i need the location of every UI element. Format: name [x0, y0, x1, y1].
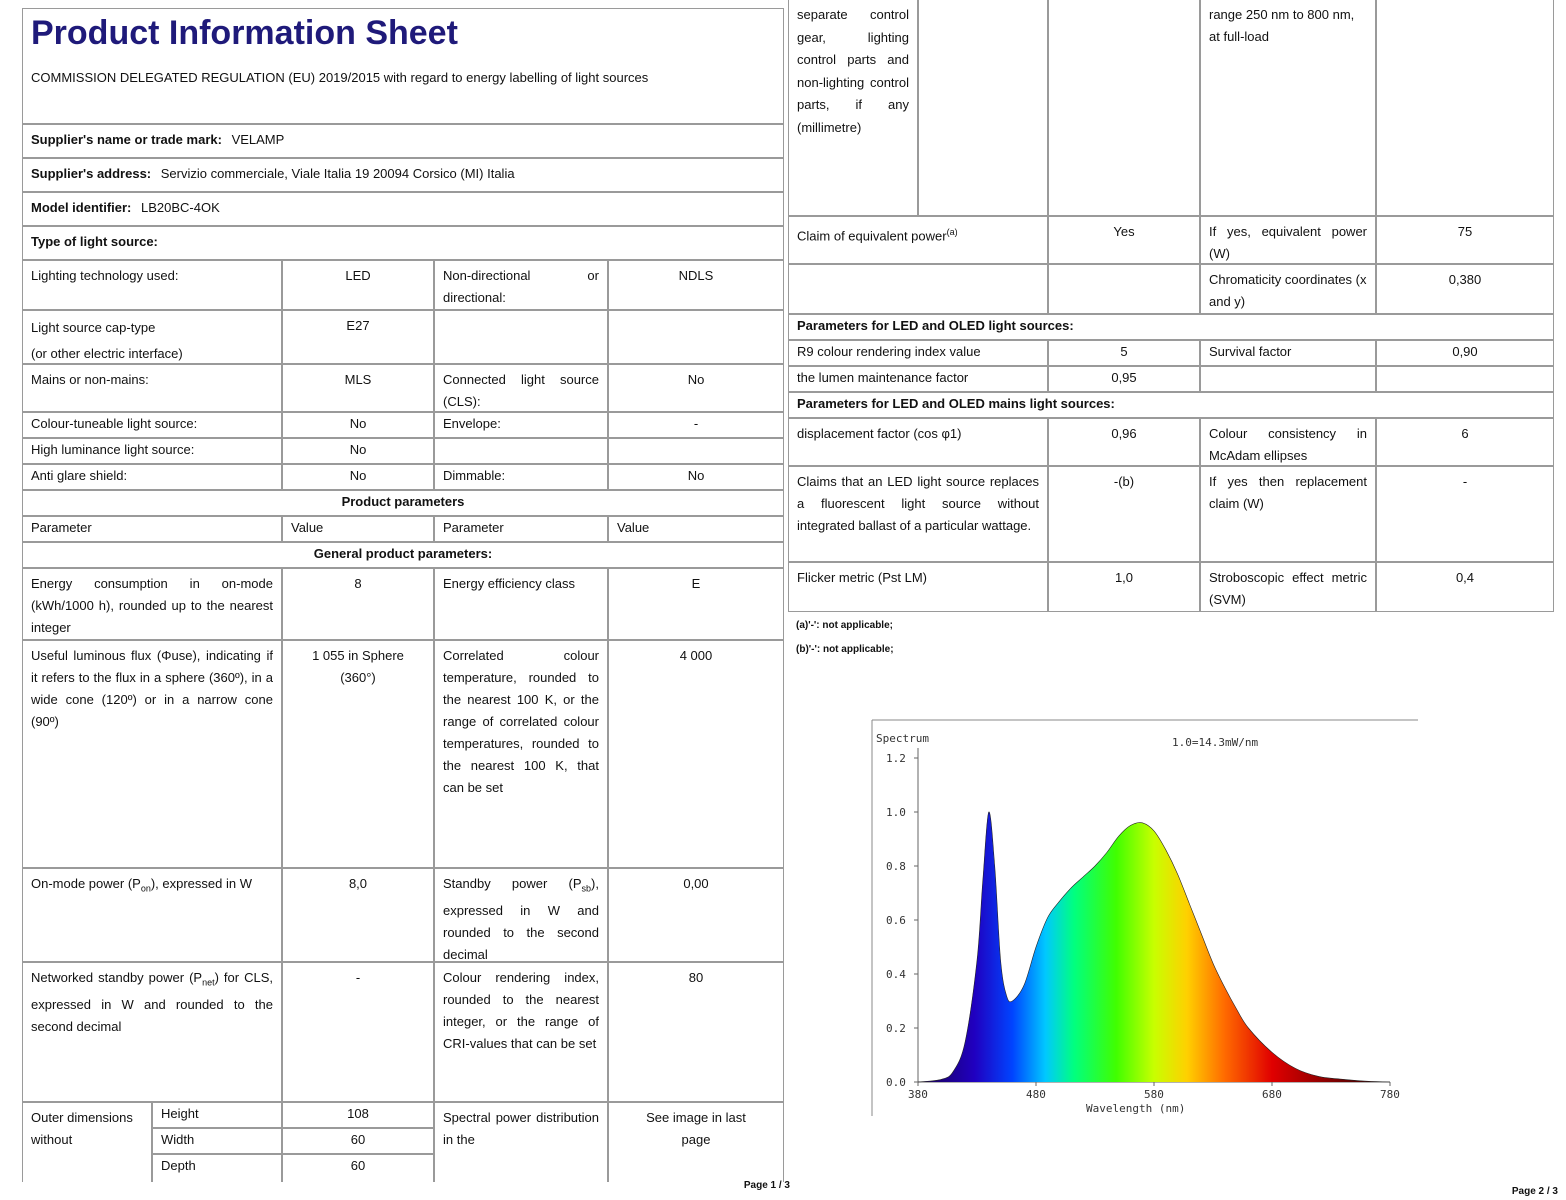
consist-label: Colour consistency in McAdam ellipses — [1200, 418, 1376, 466]
cont-empty-3 — [1376, 0, 1554, 216]
supplier-address-label: Supplier's address: — [31, 166, 152, 181]
cap-label-line2: (or other electric interface) — [31, 346, 183, 361]
tech-label: Lighting technology used: — [22, 260, 282, 310]
chroma-value: 0,380 — [1376, 264, 1554, 314]
cri-label: Colour rendering index, rounded to the nearest integer, or the range of CRI-values that can be set — [434, 962, 608, 1102]
equiv-if-value: 75 — [1376, 216, 1554, 264]
highlum-empty-1 — [434, 438, 608, 464]
antiglare-value: No — [282, 464, 434, 490]
claims-label: Claims that an LED light source replaces a fluorescent light source without integrated ballast of a particular wattage. — [788, 466, 1048, 562]
equiv-label-sup: (a) — [946, 227, 958, 237]
class-value: E — [608, 568, 784, 640]
flux-value: 1 055 in Sphere (360°) — [282, 640, 434, 868]
equiv-value: Yes — [1048, 216, 1200, 264]
supplier-name-label: Supplier's name or trade mark: — [31, 132, 222, 147]
depth-value: 60 — [282, 1154, 434, 1182]
y-tick-label: 1.0 — [886, 806, 906, 819]
replace-label: If yes then replacement claim (W) — [1200, 466, 1376, 562]
connected-value: No — [608, 364, 784, 412]
type-row: Type of light source: — [22, 226, 784, 260]
cont-range-text: range 250 nm to 800 nm, at full-load — [1200, 0, 1376, 216]
cap-label — [22, 310, 282, 364]
col-header-value-1: Value — [282, 516, 434, 542]
chroma-label: Chromaticity coordinates (x and y) — [1200, 264, 1376, 314]
highlum-label: High luminance light source: — [22, 438, 282, 464]
cct-value: 4 000 — [608, 640, 784, 868]
supplier-name-row — [22, 124, 784, 158]
net-label-b: ) for CLS, expressed in W and rounded to the second decimal — [31, 970, 273, 1034]
lumen-empty-1 — [1200, 366, 1376, 392]
claims-value: -(b) — [1048, 466, 1200, 562]
width-label: Width — [152, 1128, 282, 1154]
general-parameters-heading: General product parameters: — [22, 542, 784, 568]
dir-label: Non-directional or directional: — [434, 260, 608, 310]
standby-label-b: ), expressed in W and rounded to the second decimal — [443, 876, 599, 962]
y-tick-label: 0.2 — [886, 1022, 906, 1035]
page-title: Product Information Sheet — [31, 14, 458, 52]
product-parameters-heading: Product parameters — [22, 490, 784, 516]
flicker-value: 1,0 — [1048, 562, 1200, 612]
x-tick-label: 780 — [1380, 1088, 1400, 1101]
onmode-label-sub: on — [140, 883, 151, 894]
consist-value: 6 — [1376, 418, 1554, 466]
spectrum-chart — [860, 712, 1430, 1122]
equiv-label — [788, 216, 1048, 264]
onmode-label — [22, 868, 282, 962]
footnote-b: (b)'-': not applicable; — [796, 644, 894, 655]
cap-empty-2 — [608, 310, 784, 364]
flux-label: Useful luminous flux (Φuse), indicating if it refers to the flux in a sphere (360º), in a wide cone (120º) or in a narrow cone (90º) — [22, 640, 282, 868]
cont-empty-2 — [1048, 0, 1200, 216]
cont-empty-1 — [918, 0, 1048, 216]
col-header-param-2: Parameter — [434, 516, 608, 542]
cap-value: E27 — [282, 310, 434, 364]
cont-dimensions-label: separate control gear, lighting control parts and non-lighting control parts, if any (millimetre) — [788, 0, 918, 216]
col-header-value-2: Value — [608, 516, 784, 542]
mains-label: Mains or non-mains: — [22, 364, 282, 412]
supplier-address-value: Servizio commerciale, Viale Italia 19 20094 Corsico (MI) Italia — [160, 166, 515, 181]
standby-label — [434, 868, 608, 962]
lumen-value: 0,95 — [1048, 366, 1200, 392]
equiv-if-label: If yes, equivalent power (W) — [1200, 216, 1376, 264]
spectrum-area — [918, 812, 1390, 1082]
page-number-1: Page 1 / 3 — [743, 1180, 790, 1191]
mains-value: MLS — [282, 364, 434, 412]
standby-value: 0,00 — [608, 868, 784, 962]
dir-value: NDLS — [608, 260, 784, 310]
cap-label-line1: Light source cap-type — [31, 320, 156, 335]
tuneable-value: No — [282, 412, 434, 438]
survival-label: Survival factor — [1200, 340, 1376, 366]
chroma-empty-1 — [788, 264, 1048, 314]
net-label-sub: net — [202, 977, 215, 988]
connected-label: Connected light source (CLS): — [434, 364, 608, 412]
replace-value: - — [1376, 466, 1554, 562]
supplier-name-value: VELAMP — [231, 132, 285, 147]
dimmable-value: No — [608, 464, 784, 490]
y-tick-label: 1.2 — [886, 752, 906, 765]
led-parameters-heading: Parameters for LED and OLED light sources: — [788, 314, 1554, 340]
y-tick-label: 0.4 — [886, 968, 906, 981]
r9-value: 5 — [1048, 340, 1200, 366]
highlum-value: No — [282, 438, 434, 464]
onmode-label-a: On-mode power (P — [31, 876, 141, 891]
flicker-label: Flicker metric (Pst LM) — [788, 562, 1048, 612]
height-label: Height — [152, 1102, 282, 1128]
chart-y-axis — [886, 748, 918, 1089]
onmode-label-b: ), expressed in W — [150, 876, 252, 891]
chroma-empty-2 — [1048, 264, 1200, 314]
depth-label: Depth — [152, 1154, 282, 1182]
model-value: LB20BC-4OK — [141, 200, 220, 215]
onmode-value: 8,0 — [282, 868, 434, 962]
chart-subtitle: 1.0=14.3mW/nm — [1172, 736, 1259, 749]
lumen-label: the lumen maintenance factor — [788, 366, 1048, 392]
class-label: Energy efficiency class — [434, 568, 608, 640]
y-tick-label: 0.0 — [886, 1076, 906, 1089]
energy-label: Energy consumption in on-mode (kWh/1000 h), rounded up to the nearest integer — [22, 568, 282, 640]
tech-value: LED — [282, 260, 434, 310]
r9-label: R9 colour rendering index value — [788, 340, 1048, 366]
footnote-a: (a)'-': not applicable; — [796, 620, 893, 631]
disp-value: 0,96 — [1048, 418, 1200, 466]
model-row — [22, 192, 784, 226]
chart-x-axis — [908, 1082, 1400, 1101]
width-value: 60 — [282, 1128, 434, 1154]
x-tick-label: 480 — [1026, 1088, 1046, 1101]
cri-value: 80 — [608, 962, 784, 1102]
cct-label: Correlated colour temperature, rounded to the nearest 100 K, or the range of correlated colour temperatures, rounded to the nearest 100 K, that can be set — [434, 640, 608, 868]
spd-value: See image in last page — [608, 1102, 784, 1182]
antiglare-label: Anti glare shield: — [22, 464, 282, 490]
chart-title: Spectrum — [876, 732, 929, 745]
energy-value: 8 — [282, 568, 434, 640]
spd-label: Spectral power distribution in the — [434, 1102, 608, 1182]
survival-value: 0,90 — [1376, 340, 1554, 366]
standby-label-a: Standby power (P — [443, 876, 582, 891]
height-value: 108 — [282, 1102, 434, 1128]
x-tick-label: 680 — [1262, 1088, 1282, 1101]
model-label: Model identifier: — [31, 200, 132, 215]
x-tick-label: 380 — [908, 1088, 928, 1101]
standby-label-sub: sb — [581, 883, 592, 894]
lumen-empty-2 — [1376, 366, 1554, 392]
strobo-label: Stroboscopic effect metric (SVM) — [1200, 562, 1376, 612]
y-tick-label: 0.6 — [886, 914, 906, 927]
x-tick-label: 580 — [1144, 1088, 1164, 1101]
supplier-address-row — [22, 158, 784, 192]
net-label — [22, 962, 282, 1102]
y-tick-label: 0.8 — [886, 860, 906, 873]
equiv-label-text: Claim of equivalent power — [797, 228, 947, 244]
col-header-param-1: Parameter — [22, 516, 282, 542]
envelope-label: Envelope: — [434, 412, 608, 438]
mains-parameters-heading: Parameters for LED and OLED mains light sources: — [788, 392, 1554, 418]
highlum-empty-2 — [608, 438, 784, 464]
page-number-2: Page 2 / 3 — [1511, 1186, 1558, 1197]
cap-empty-1 — [434, 310, 608, 364]
disp-label: displacement factor (cos φ1) — [788, 418, 1048, 466]
regulation-text: COMMISSION DELEGATED REGULATION (EU) 2019/2015 with regard to energy labelling of light sources — [31, 70, 649, 85]
outer-dimensions-label: Outer dimensions without — [22, 1102, 152, 1182]
dimmable-label: Dimmable: — [434, 464, 608, 490]
tuneable-label: Colour-tuneable light source: — [22, 412, 282, 438]
net-label-a: Networked standby power (P — [31, 970, 203, 985]
title-block — [22, 8, 784, 124]
chart-x-label: Wavelength (nm) — [1086, 1102, 1186, 1115]
net-value: - — [282, 962, 434, 1102]
strobo-value: 0,4 — [1376, 562, 1554, 612]
envelope-value: - — [608, 412, 784, 438]
